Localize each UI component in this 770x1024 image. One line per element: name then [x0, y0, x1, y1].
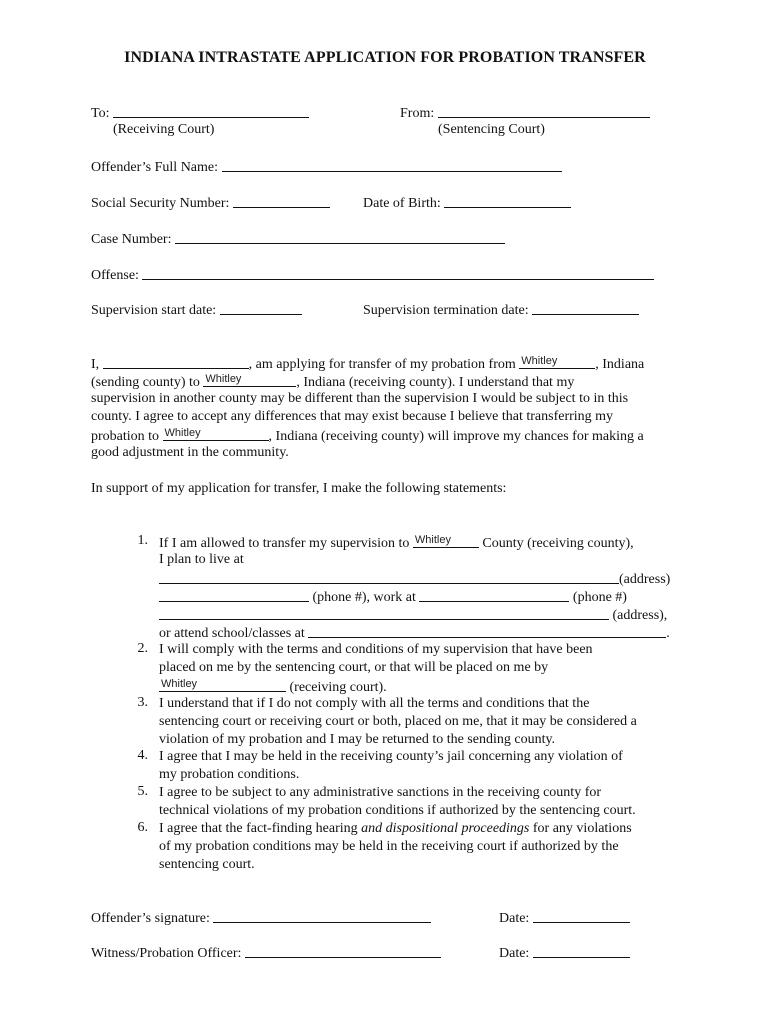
- receiving-court-field[interactable]: [113, 103, 309, 118]
- ssn-label: Social Security Number:: [91, 196, 230, 211]
- form-title: INDIANA INTRASTATE APPLICATION FOR PROBATION TRANSFER: [124, 49, 646, 66]
- item-1-line-1: [159, 533, 634, 553]
- item-text: (phone #): [572, 590, 627, 605]
- item-number-1: 1.: [137, 533, 148, 548]
- support-intro: In support of my application for transfer, I make the following statements:: [91, 481, 507, 496]
- receiving-county-field-3[interactable]: [413, 533, 479, 548]
- item-5-line-2: technical violations of my probation conditions if authorized by the sentencing court.: [159, 803, 636, 818]
- item-number-6: 6.: [137, 820, 148, 835]
- item-2-line-3: [159, 677, 387, 697]
- date-field-1[interactable]: [533, 908, 630, 923]
- receiving-county-value-4: Whitley: [161, 678, 198, 690]
- witness-signature-label: Witness/Probation Officer:: [91, 946, 242, 961]
- statement-line-1: [91, 354, 644, 374]
- item-6-line-3: sentencing court.: [159, 857, 255, 872]
- offense-field[interactable]: [142, 265, 654, 280]
- supervision-start-field[interactable]: [220, 300, 302, 315]
- supervision-end-row: [363, 300, 639, 320]
- item-text: (address): [619, 572, 671, 587]
- sentencing-court-caption: (Sentencing Court): [438, 122, 545, 137]
- offender-name-field[interactable]: [222, 157, 562, 172]
- item-4-line-1: I agree that I may be held in the receiving county’s jail concerning any violation of: [159, 749, 623, 764]
- home-phone-field[interactable]: [159, 587, 309, 602]
- item-text: If I am allowed to transfer my supervision to: [159, 536, 410, 551]
- item-text: (address),: [612, 608, 668, 623]
- item-2-line-2: placed on me by the sentencing court, or that will be placed on me by: [159, 660, 549, 675]
- offense-label: Offense:: [91, 268, 139, 283]
- offender-name-row: [91, 157, 562, 177]
- dob-row: [363, 193, 571, 213]
- item-1-address-row: [159, 569, 670, 589]
- case-number-row: [91, 229, 505, 249]
- item-number-2: 2.: [137, 641, 148, 656]
- receiving-county-value-2: Whitley: [164, 427, 201, 439]
- from-label: From:: [400, 106, 435, 121]
- supervision-start-row: [91, 300, 302, 320]
- statement-text: probation to: [91, 429, 160, 444]
- date-row-2: [499, 943, 630, 963]
- supervision-start-label: Supervision start date:: [91, 303, 217, 318]
- item-2-line-1: I will comply with the terms and conditions of my supervision that have been: [159, 642, 593, 657]
- item-5-line-1: I agree to be subject to any administrative sanctions in the receiving county for: [159, 785, 602, 800]
- offense-row: [91, 265, 654, 285]
- case-number-label: Case Number:: [91, 232, 172, 247]
- item-1-line-2: I plan to live at: [159, 552, 244, 567]
- item-6-line-2: of my probation conditions may be held in the receiving court if authorized by the: [159, 839, 619, 854]
- sending-county-field[interactable]: [519, 354, 595, 369]
- sending-county-value: Whitley: [521, 355, 558, 367]
- item-1-school-row: [159, 623, 670, 643]
- statement-text: , Indiana (receiving county). I understand that my: [296, 375, 575, 390]
- from-row: [400, 103, 650, 123]
- statement-text: , Indiana (receiving county) will improve my chances for making a: [268, 429, 644, 444]
- item-text: (receiving court).: [289, 680, 387, 695]
- item-3-line-2: sentencing court or receiving court or both, placed on me, that it may be considered a: [159, 714, 637, 729]
- item-text-italic: and dispositional proceedings: [361, 821, 530, 836]
- item-3-line-3: violation of my probation and I may be returned to the sending county.: [159, 732, 556, 747]
- school-field[interactable]: [308, 623, 666, 638]
- statement-line-3: supervision in another county may be different than the supervision I would be subject to in this: [91, 391, 629, 406]
- sentencing-court-field[interactable]: [438, 103, 650, 118]
- statement-text: , am applying for transfer of my probation from: [248, 357, 516, 372]
- item-number-4: 4.: [137, 748, 148, 763]
- date-label-2: Date:: [499, 946, 530, 961]
- dob-field[interactable]: [444, 193, 571, 208]
- date-field-2[interactable]: [533, 943, 630, 958]
- receiving-county-field-2[interactable]: [163, 426, 269, 441]
- witness-signature-row: [91, 943, 441, 963]
- ssn-row: [91, 193, 330, 213]
- receiving-county-field-4[interactable]: [159, 677, 286, 692]
- case-number-field[interactable]: [175, 229, 505, 244]
- supervision-end-field[interactable]: [532, 300, 639, 315]
- witness-signature-field[interactable]: [245, 943, 441, 958]
- supervision-end-label: Supervision termination date:: [363, 303, 529, 318]
- offender-name-label: Offender’s Full Name:: [91, 160, 219, 175]
- applicant-name-field[interactable]: [103, 354, 249, 369]
- work-address-field[interactable]: [159, 605, 609, 620]
- date-label-1: Date:: [499, 911, 530, 926]
- item-number-3: 3.: [137, 695, 148, 710]
- receiving-county-value-1: Whitley: [205, 373, 242, 385]
- work-field[interactable]: [419, 587, 569, 602]
- to-row: [91, 103, 309, 123]
- statement-line-4: county. I agree to accept any differences that may exist because I believe that transferring my: [91, 409, 614, 424]
- receiving-county-value-3: Whitley: [414, 534, 451, 546]
- residence-address-field[interactable]: [159, 569, 619, 584]
- statement-line-6: good adjustment in the community.: [91, 445, 289, 460]
- item-number-5: 5.: [137, 784, 148, 799]
- statement-text: (sending county) to: [91, 375, 200, 390]
- item-text: (phone #), work at: [312, 590, 416, 605]
- statement-text: I,: [91, 357, 100, 372]
- item-text: County (receiving county),: [482, 536, 634, 551]
- receiving-court-caption: (Receiving Court): [113, 122, 215, 137]
- to-label: To:: [91, 106, 110, 121]
- statement-line-2: [91, 372, 574, 392]
- item-text: or attend school/classes at: [159, 626, 305, 641]
- offender-signature-label: Offender’s signature:: [91, 911, 210, 926]
- receiving-county-field-1[interactable]: [203, 372, 296, 387]
- dob-label: Date of Birth:: [363, 196, 441, 211]
- date-row-1: [499, 908, 630, 928]
- item-text: .: [666, 626, 670, 641]
- item-1-address2-row: [159, 605, 667, 625]
- item-4-line-2: my probation conditions.: [159, 767, 300, 782]
- statement-text: , Indiana: [595, 357, 645, 372]
- item-text: I agree that the fact-finding hearing: [159, 821, 358, 836]
- item-text: for any violations: [532, 821, 632, 836]
- offender-signature-row: [91, 908, 431, 928]
- statement-line-5: [91, 426, 644, 446]
- item-3-line-1: I understand that if I do not comply with all the terms and conditions that the: [159, 696, 590, 711]
- ssn-field[interactable]: [233, 193, 330, 208]
- item-6-line-1: [159, 820, 632, 838]
- offender-signature-field[interactable]: [213, 908, 431, 923]
- item-1-phone-row: [159, 587, 627, 607]
